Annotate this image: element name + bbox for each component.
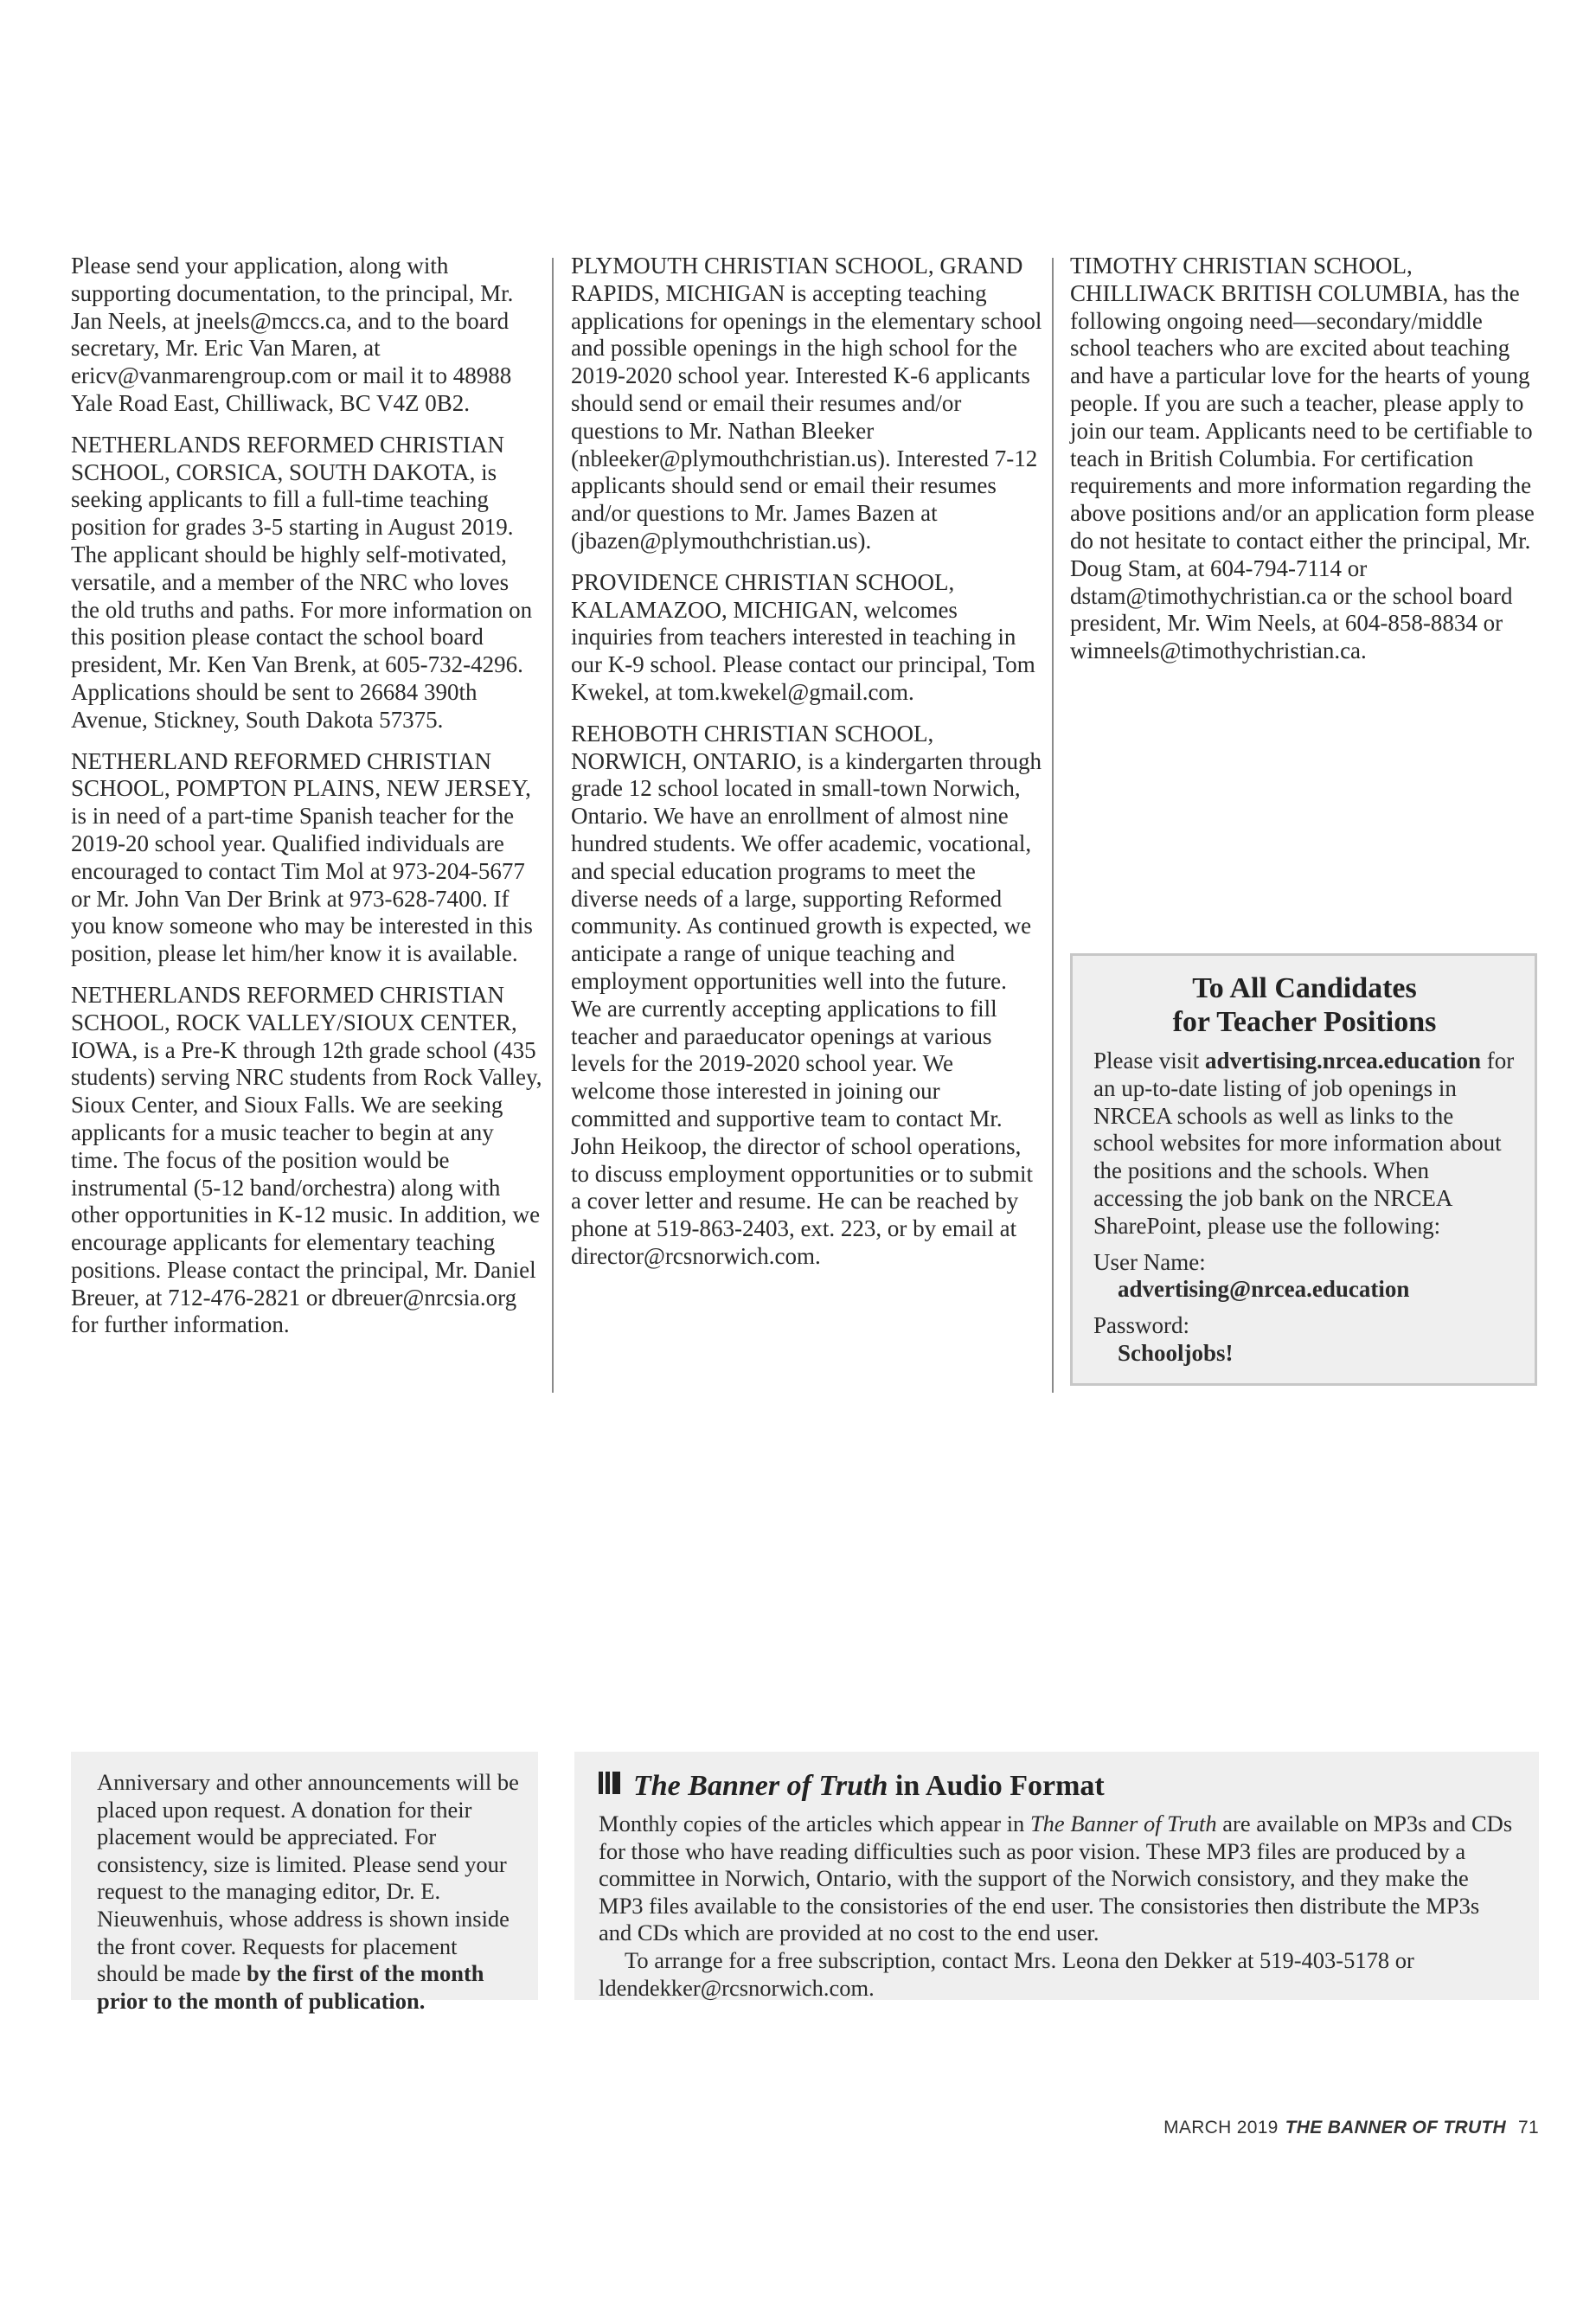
listing-plymouth: PLYMOUTH CHRISTIAN SCHOOL, GRAND RAPIDS, MICHIGAN is accepting teaching applications for openings in the elementary school and possible openings in the high school for the 2019-2020 school year. Interested K-6 applicants should send or email their resumes and/or questions to Mr. Nathan Bleeker (nbleeker@plymouthchristian.us). Interested 7-12 applicants should send or email their resumes and/or questions to Mr. James Bazen at (jbazen@plymouthchristian.us). [571, 253, 1042, 554]
announcements-text [97, 1769, 522, 2015]
listing-rehoboth: REHOBOTH CHRISTIAN SCHOOL, NORWICH, ONTARIO, is a kindergarten through grade 12 school located in small-town Norwich, Ontario. We have an enrollment of almost nine hundred students. We offer academic, vocational, and special education programs to meet the diverse needs of a large, supporting Reformed community. As continued growth is expected, we anticipate a range of unique teaching and employment opportunities well into the future. We are currently accepting applications to fill teacher and paraeducator openings at various levels for the 2019-2020 school year. We welcome those interested in joining our committed and supportive team to contact Mr. John Heikoop, the director of school operations, to discuss employment opportunities or to submit a cover letter and resume. He can be reached by phone at 519-863-2403, ext. 223, or by email at director@rcsnorwich.com. [571, 720, 1042, 1269]
intro-text-rest: for an up-to-date listing of job openings in NRCEA schools as well as links to the school websites for more information about the positions and the schools. When accessing the job bank on the NRCEA SharePoint, please use the following: [1093, 1048, 1515, 1239]
audio-title [599, 1769, 1516, 1804]
classifieds-column-1 [71, 253, 542, 1339]
candidates-title-line-2: for Teacher Positions [1172, 1006, 1437, 1038]
announcements-box [71, 1752, 538, 2014]
job-bank-link[interactable]: advertising.nrcea.education [1205, 1048, 1481, 1074]
footer-date: MARCH 2019 [1163, 2118, 1279, 2138]
classifieds-column-2 [571, 253, 1042, 1271]
announcements-deadline: by the first of the month prior to the month of publication. [97, 1960, 484, 2014]
audio-text: Monthly copies of the articles which appear in [599, 1811, 1030, 1836]
audio-bars-icon [599, 1772, 623, 1794]
password-label: Password: [1093, 1312, 1190, 1339]
intro-text: Please visit [1093, 1048, 1205, 1074]
candidates-intro [1093, 1048, 1516, 1240]
audio-title-magazine: The Banner of Truth [633, 1770, 888, 1802]
column-divider [552, 258, 554, 1393]
listing-timothy: TIMOTHY CHRISTIAN SCHOOL, CHILLIWACK BRITISH COLUMBIA, has the following ongoing need—secondary/middle school teachers who are excited about teaching and have a particular love for the hearts of young people. If you are such a teacher, please apply to join our team. Applicants need to be certifiable to teach in British Columbia. For certification requirements and more information regarding the above positions and/or an application form please do not hesitate to contact either the principal, Mr. Doug Stam, at 604-794-7114 or dstam@timothychristian.ca or the school board president, Mr. Wim Neels, at 604-858-8834 or wimneels@timothychristian.ca. [1070, 253, 1535, 664]
password-value: Schooljobs! [1118, 1339, 1234, 1366]
candidates-title [1093, 971, 1516, 1039]
classifieds-column-3 [1070, 253, 1537, 665]
page-number: 71 [1518, 2118, 1539, 2138]
listing-corsica: NETHERLANDS REFORMED CHRISTIAN SCHOOL, CORSICA, SOUTH DAKOTA, is seeking applicants to fill a full-time teaching position for grades 3-5 starting in August 2019. The applicant should be highly self-motivated, versatile, and a member of the NRC who loves the old truths and paths. For more information on this position please contact the school board president, Mr. Ken Van Brenk, at 605-732-4296. Applications should be sent to 26684 390th Avenue, Stickney, South Dakota 57375. [71, 431, 533, 733]
audio-magazine-name: The Banner of Truth [1029, 1811, 1217, 1836]
footer-magazine: THE BANNER OF TRUTH [1285, 2118, 1507, 2138]
audio-text-rest: are available on MP3s and CDs for those who have reading difficulties such as poor vision. These MP3 files are produced by a committee in Norwich, Ontario, with the support of the Norwich consistory, and they make the MP3 files available to the consistories of the end user. The consistories then distribute the MP3s and CDs which are provided at no cost to the end user. [599, 1811, 1513, 1946]
audio-paragraph-2: To arrange for a free subscription, contact Mrs. Leona den Dekker at 519-403-5178 or ldendekker@rcsnorwich.com. [599, 1946, 1414, 2001]
listing-providence: PROVIDENCE CHRISTIAN SCHOOL, KALAMAZOO, MICHIGAN, welcomes inquiries from teachers interested in teaching in our K-9 school. Please contact our principal, Tom Kwekel, at tom.kwekel@gmail.com. [571, 568, 1035, 705]
listing-pompton-plains: NETHERLAND REFORMED CHRISTIAN SCHOOL, POMPTON PLAINS, NEW JERSEY, is in need of a part-time Spanish teacher for the 2019-20 school year. Qualified individuals are encouraged to contact Tim Mol at 973-204-5677 or Mr. John Van Der Brink at 973-628-7400. If you know someone who may be interested in this position, please let him/her know it is available. [71, 747, 533, 967]
listing-paragraph: Please send your application, along with supporting documentation, to the principal, Mr. Jan Neels, at jneels@mccs.ca, and to the board secretary, Mr. Eric Van Maren, at ericv@vanmarengroup.com or mail it to 48988 Yale Road East, Chilliwack, BC V4Z 0B2. [71, 253, 514, 416]
announcements-body: Anniversary and other announcements will be placed upon request. A donation for their placement would be appreciated. For consistency, size is limited. Please send your request to the managing editor, Dr. E. Nieuwenhuis, whose address is shown inside the front cover. Requests for placement should be made [97, 1769, 519, 1987]
audio-title-rest: in Audio Format [888, 1770, 1105, 1802]
page-footer [1163, 2118, 1539, 2138]
audio-format-box [574, 1752, 1539, 2000]
username-value: advertising@nrcea.education [1118, 1276, 1410, 1303]
username-label: User Name: [1093, 1248, 1206, 1275]
column-divider [1052, 258, 1054, 1393]
teacher-candidates-box [1070, 953, 1537, 1386]
listing-rock-valley: NETHERLANDS REFORMED CHRISTIAN SCHOOL, ROCK VALLEY/SIOUX CENTER, IOWA, is a Pre-K through 12th grade school (435 students) serving NRC students from Rock Valley, Sioux Center, and Sioux Falls. We are seeking applicants for a music teacher to begin at any time. The focus of the position would be instrumental (5-12 band/orchestra) along with other opportunities in K-12 music. In addition, we encourage applicants for elementary teaching positions. Please contact the principal, Mr. Daniel Breuer, at 712-476-2821 or dbreuer@nrcsia.org for further information. [71, 981, 542, 1338]
audio-paragraph-1 [599, 1811, 1516, 1947]
candidates-title-line-1: To All Candidates [1192, 972, 1417, 1004]
